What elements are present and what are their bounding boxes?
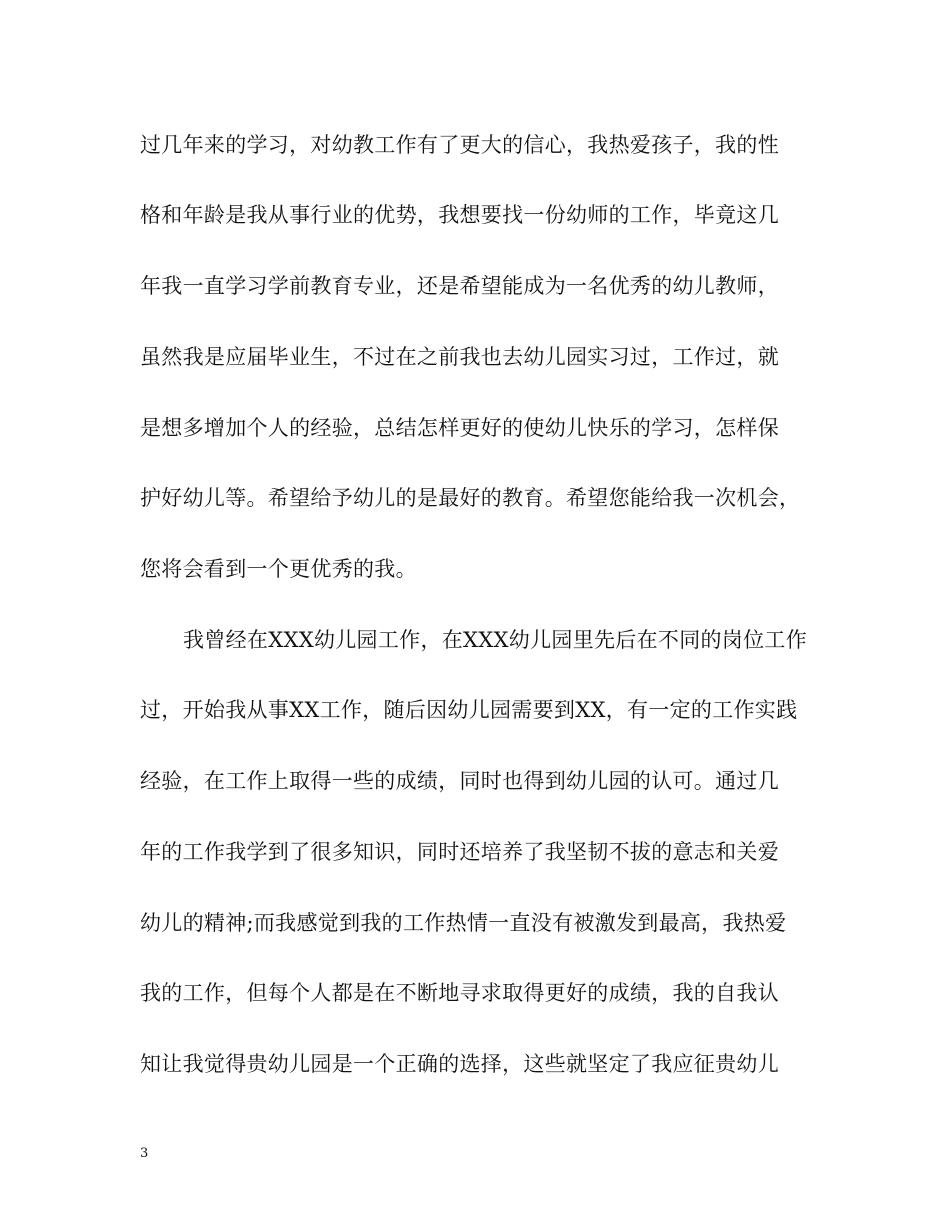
text-line-6: 护好幼儿等。希望给予幼儿的是最好的教育。希望您能给我一次机会， (140, 486, 801, 510)
text-line-2: 格和年龄是我从事行业的优势，我想要找一份幼师的工作，毕竟这几 (140, 203, 779, 227)
text-line-9: 过，开始我从事XX工作，随后因幼儿园需要到XX，有一定的工作实践 (140, 698, 798, 722)
text-line-3: 年我一直学习学前教育专业，还是希望能成为一名优秀的幼儿教师， (140, 274, 779, 298)
text-line-5: 是想多增加个人的经验，总结怎样更好的使幼儿快乐的学习，怎样保 (140, 416, 779, 440)
text-line-4: 虽然我是应届毕业生，不过在之前我也去幼儿园实习过，工作过，就 (140, 345, 779, 369)
text-line-11: 年的工作我学到了很多知识，同时还培养了我坚韧不拔的意志和关爱 (140, 840, 779, 864)
text-line-14: 知让我觉得贵幼儿园是一个正确的选择，这些就坚定了我应征贵幼儿 (140, 1052, 779, 1076)
page-number: 3 (140, 1146, 149, 1161)
text-line-1: 过几年来的学习，对幼教工作有了更大的信心，我热爱孩子，我的性 (140, 133, 779, 157)
paragraph-2-first-line: 我曾经在XXX幼儿园工作，在XXX幼儿园里先后在不同的岗位工作 (183, 628, 807, 652)
text-line-12: 幼儿的精神;而我感觉到我的工作热情一直没有被激发到最高，我热爱 (140, 911, 787, 935)
text-line-7: 您将会看到一个更优秀的我。 (140, 557, 417, 581)
text-line-10: 经验，在工作上取得一些的成绩，同时也得到幼儿园的认可。通过几 (140, 769, 779, 793)
text-line-13: 我的工作，但每个人都是在不断地寻求取得更好的成绩，我的自我认 (140, 981, 779, 1005)
